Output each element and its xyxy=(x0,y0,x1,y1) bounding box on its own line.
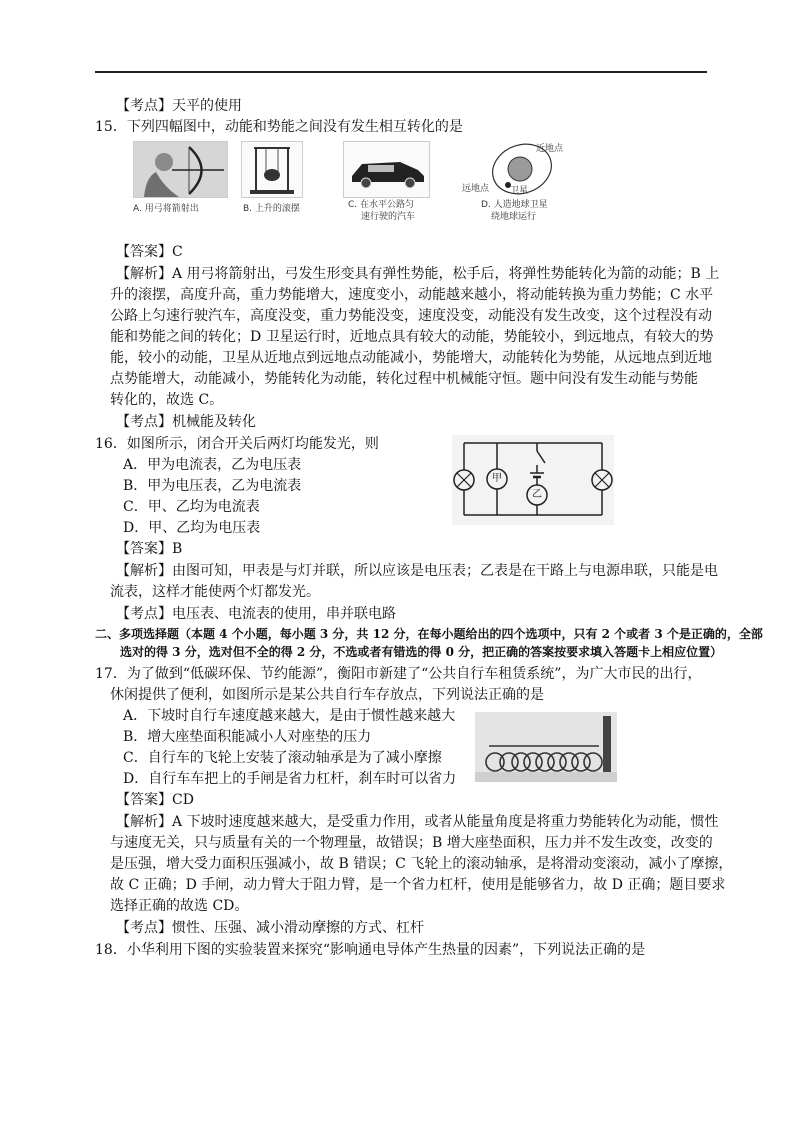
q15-kaodian: 【考点】机械能及转化 xyxy=(116,414,256,430)
q15-analysis-line: 公路上匀速行驶汽车，高度没变，重力势能没变，速度没变，动能没有发生改变，这个过程没有动 xyxy=(110,308,712,324)
q16-analysis-line: 流表，这样才能使两个灯都发光。 xyxy=(110,584,320,600)
q17-option-a: A．下坡时自行车速度越来越大，是由于惯性越来越大 xyxy=(123,708,456,724)
caption-c-line2: 速行驶的汽车 xyxy=(361,212,416,222)
q16-option-d: D．甲、乙均为电压表 xyxy=(123,520,261,536)
q17-option-c: C．自行车的飞轮上安装了滚动轴承是为了减小摩擦 xyxy=(123,750,442,766)
q16-option-b: B．甲为电压表，乙为电流表 xyxy=(123,478,302,494)
section2-heading-line1: 二、多项选择题（本题 4 个小题，每小题 3 分，共 12 分，在每小题给出的四个选项中，只有 2 个或者 3 个是正确的，全部 xyxy=(95,627,763,641)
q17-answer: 【答案】CD xyxy=(116,792,194,808)
label-satellite: 卫星 xyxy=(510,186,529,196)
meter-yi-label: 乙 xyxy=(532,489,542,500)
header-rule xyxy=(95,71,707,73)
figure-satellite-orbit xyxy=(460,141,570,197)
figure-bike-rack xyxy=(475,712,617,782)
q17-kaodian: 【考点】惯性、压强、减小滑动摩擦的方式、杠杆 xyxy=(116,920,424,936)
q17-stem-line2: 休闲提供了便利，如图所示是某公共自行车存放点，下列说法正确的是 xyxy=(110,687,544,703)
figure-maxwell-wheel xyxy=(241,141,303,198)
q15-answer: 【答案】C xyxy=(116,244,183,260)
q17-stem-line1: 17．为了做到“低碳环保、节约能源”，衡阳市新建了“公共自行车租赁系统”，为广大市民的出行， xyxy=(95,666,702,682)
label-far-point: 远地点 xyxy=(462,184,490,194)
q17-analysis-line: 故 C 正确；D 手闸，动力臂大于阻力臂，是一个省力杠杆，使用是能够省力，故 D 正确；题目要求 xyxy=(110,877,726,893)
q17-analysis-line: 选择正确的故选 CD。 xyxy=(110,898,249,914)
caption-d-line1: D. 人造地球卫星 xyxy=(481,200,548,210)
section2-heading-line2: 选对的得 3 分，选对但不全的得 2 分，不选或者有错选的得 0 分，把正确的答案按要求填入答题卡上相应位置） xyxy=(120,645,723,659)
q17-analysis-line: 与速度无关，只与质量有关的一个物理量，故错误；B 增大座垫面积，压力并不发生改变，改变的 xyxy=(110,835,713,851)
figure-car xyxy=(343,141,430,198)
q15-analysis-line: 升的滚摆，高度升高，重力势能增大，速度变小，动能越来越小，将动能转换为重力势能；C 水平 xyxy=(110,287,714,303)
q15-stem: 15．下列四幅图中，动能和势能之间没有发生相互转化的是 xyxy=(95,119,463,135)
q17-option-d: D．自行车车把上的手闸是省力杠杆，刹车时可以省力 xyxy=(123,771,457,787)
caption-c-line1: C. 在水平公路匀 xyxy=(348,200,415,210)
q16-option-a: A．甲为电流表，乙为电压表 xyxy=(123,457,302,473)
q15-analysis-line: 【解析】A 用弓将箭射出，弓发生形变具有弹性势能，松手后，将弹性势能转化为箭的动能；B 上 xyxy=(116,266,720,282)
q17-analysis-line: 是压强，增大受力面积压强减小，故 B 错误；C 飞轮上的滚动轴承，是将滑动变滚动，减小了摩擦， xyxy=(110,856,733,872)
caption-b: B. 上升的滚摆 xyxy=(243,204,300,214)
q15-analysis-line: 点势能增大，动能减小，势能转化为动能，转化过程中机械能守恒。题中问没有发生动能与势能 xyxy=(110,371,698,387)
q16-kaodian: 【考点】电压表、电流表的使用，串并联电路 xyxy=(116,606,396,622)
q15-analysis-line: 能和势能之间的转化；D 卫星运行时，近地点具有较大的动能，势能较小，到远地点，有较大的势 xyxy=(110,329,714,345)
figure-archer xyxy=(133,141,228,198)
q17-option-b: B．增大座垫面积能减小人对座垫的压力 xyxy=(123,729,372,745)
circuit-diagram xyxy=(452,435,614,525)
q15-analysis-line: 能，较小的动能，卫星从近地点到远地点动能减小，势能增大，动能转化为势能，从远地点到近地 xyxy=(110,350,712,366)
caption-d-line2: 绕地球运行 xyxy=(491,212,537,222)
label-near-point: 近地点 xyxy=(536,144,564,154)
q16-analysis-line: 【解析】由图可知，甲表是与灯并联，所以应该是电压表；乙表是在干路上与电源串联，只能是电 xyxy=(116,563,718,579)
caption-a: A. 用弓将箭射出 xyxy=(133,204,199,214)
q16-answer: 【答案】B xyxy=(116,541,183,557)
q14-kaodian: 【考点】天平的使用 xyxy=(116,98,242,114)
q16-option-c: C．甲、乙均为电流表 xyxy=(123,499,260,515)
q17-analysis-line: 【解析】A 下坡时速度越来越大，是受重力作用，或者从能量角度是将重力势能转化为动能，惯性 xyxy=(116,814,719,830)
q18-stem: 18．小华利用下图的实验装置来探究“影响通电导体产生热量的因素”，下列说法正确的是 xyxy=(95,942,646,958)
meter-jia-label: 甲 xyxy=(492,473,502,484)
q16-stem: 16．如图所示，闭合开关后两灯均能发光，则 xyxy=(95,436,379,452)
q15-analysis-line: 转化的，故选 C。 xyxy=(110,392,224,408)
